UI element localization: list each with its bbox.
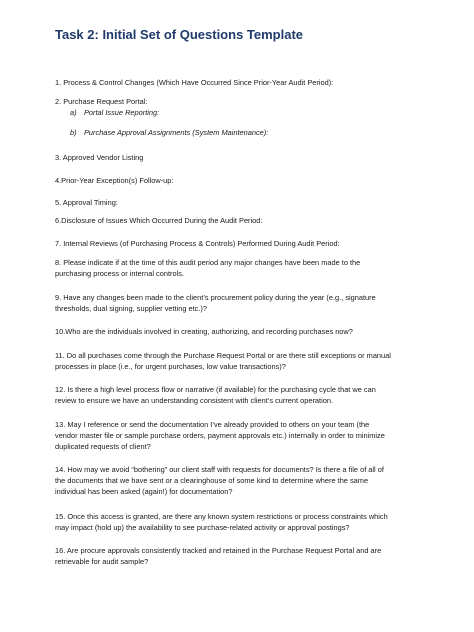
question-11-line-2: processes in place (i.e., for urgent purchases, low value transactions)? xyxy=(55,362,286,371)
question-4: 4.Prior-Year Exception(s) Follow-up: xyxy=(55,176,174,185)
question-12-line-2: review to ensure we have an understanding consistent with client’s current operation. xyxy=(55,396,333,405)
question-5: 5. Approval Timing: xyxy=(55,198,118,207)
question-13-line-3: duplicated requests of client? xyxy=(55,442,151,451)
question-2b-text: Purchase Approval Assignments (System Maintenance): xyxy=(84,128,269,137)
question-3: 3. Approved Vendor Listing xyxy=(55,153,144,162)
question-2a-label: a) xyxy=(70,108,77,117)
question-16-line-1: 16. Are procure approvals consistently tracked and retained in the Purchase Request Portal and are xyxy=(55,546,382,555)
question-13-line-2: vendor master file or sample purchase orders, payment approvals etc.) internally in order to minimize xyxy=(55,431,385,440)
question-6: 6.Disclosure of Issues Which Occurred During the Audit Period: xyxy=(55,216,263,225)
question-14-line-1: 14. How may we avoid “bothering” our client staff with requests for documents? Is there a file of all of xyxy=(55,465,384,474)
question-2: 2. Purchase Request Portal: xyxy=(55,97,148,106)
question-13-line-1: 13. May I reference or send the documentation I’ve already provided to others on your team (the xyxy=(55,420,370,429)
question-15-line-2: may impact (hold up) the availability to see purchase-related activity or approval postings? xyxy=(55,523,350,532)
question-2b-label: b) xyxy=(70,128,77,137)
question-8-line-1: 8. Please indicate if at the time of this audit period any major changes have been made to the xyxy=(55,258,361,267)
question-10: 10.Who are the individuals involved in creating, authorizing, and recording purchases now? xyxy=(55,327,353,336)
question-2a xyxy=(70,107,159,118)
question-2a-text: Portal Issue Reporting: xyxy=(84,108,160,117)
question-14-line-3: individual has been asked (again!) for documentation? xyxy=(55,487,233,496)
page-title: Task 2: Initial Set of Questions Template xyxy=(55,27,304,42)
question-1: 1. Process & Control Changes (Which Have Occurred Since Prior-Year Audit Period): xyxy=(55,78,334,87)
question-8-line-2: purchasing process or internal controls. xyxy=(55,269,184,278)
question-11-line-1: 11. Do all purchases come through the Purchase Request Portal or are there still exceptions or manual xyxy=(55,351,391,360)
question-15-line-1: 15. Once this access is granted, are there any known system restrictions or process constraints which xyxy=(55,512,388,521)
question-9-line-1: 9. Have any changes been made to the client’s procurement policy during the year (e.g., signature xyxy=(55,293,376,302)
question-16-line-2: retrievable for audit sample? xyxy=(55,557,149,566)
question-2b xyxy=(70,127,268,138)
question-12-line-1: 12. Is there a high level process flow or narrative (if available) for the purchasing cycle that we can xyxy=(55,385,376,394)
question-9-line-2: thresholds, dual signing, supplier vetting etc.)? xyxy=(55,304,208,313)
question-14-line-2: the documents that we have sent or a clearinghouse of some kind to determine where the same xyxy=(55,476,369,485)
question-7: 7. Internal Reviews (of Purchasing Process & Controls) Performed During Audit Period: xyxy=(55,239,340,248)
